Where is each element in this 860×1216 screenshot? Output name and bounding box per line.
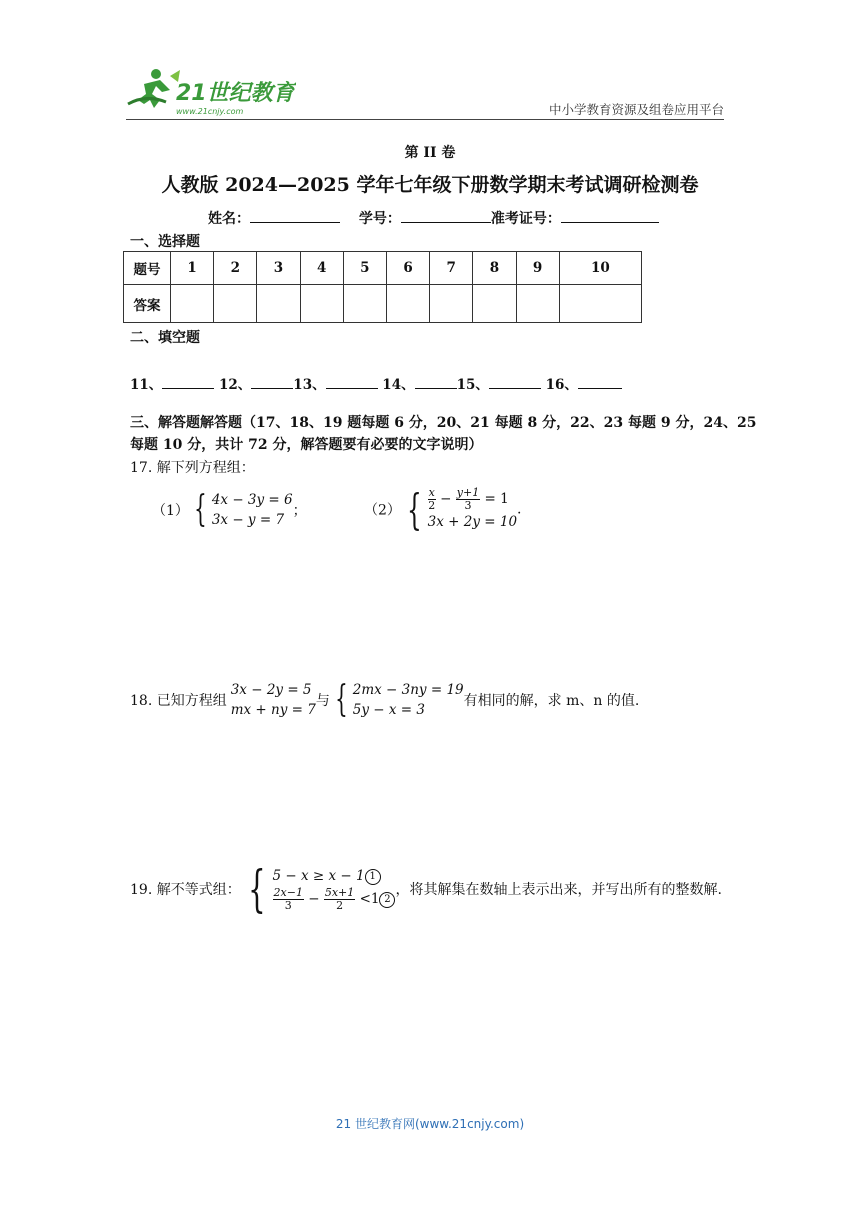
circled-number: 2	[379, 892, 395, 908]
blank-label-13: 13、	[293, 377, 326, 393]
q19	[130, 860, 722, 918]
q19-lead: 19. 解不等式组：	[130, 882, 241, 898]
frac-den: 2	[336, 899, 344, 912]
equation-system	[231, 680, 316, 720]
student-info	[208, 208, 673, 228]
answer-cell[interactable]	[559, 285, 641, 323]
inequality-system	[273, 866, 396, 912]
equation-system	[353, 680, 464, 720]
table-row	[124, 252, 642, 285]
footer-text[interactable]: 21 世纪教育网(www.21cnjy.com)	[335, 1117, 525, 1131]
frac-num: 2x−1	[273, 886, 303, 899]
section-solve-line1: 三、解答题解答题（17、18、19 题每题 6 分，20、21 每题 8 分，22、23 每题 9 分，24、25	[130, 415, 757, 431]
equation: 2mx − 3ny = 19	[352, 682, 464, 698]
equation: 3x − 2y = 5	[230, 682, 312, 698]
blank-label-11: 11、	[130, 377, 163, 393]
blank-14[interactable]	[415, 375, 457, 389]
blank-15[interactable]	[489, 375, 541, 389]
exam-label: 准考证号：	[490, 211, 561, 227]
answer-cell[interactable]	[171, 285, 214, 323]
section-solve-line2: 每题 10 分，共计 72 分，解答题要有必要的文字说明）	[130, 437, 483, 453]
equation-system	[428, 487, 517, 532]
answer-cell[interactable]	[257, 285, 300, 323]
table-cell: 1	[171, 252, 214, 285]
volume-label: 第 II 卷	[404, 145, 456, 161]
id-blank[interactable]	[401, 208, 491, 223]
equation: $\frac{x}{2}$ − $\frac{y+1}{3}$ = 1	[428, 486, 509, 512]
q18-tail: 有相同的解，求 m、n 的值.	[463, 693, 640, 709]
site-logo	[126, 64, 296, 120]
blank-13[interactable]	[326, 375, 378, 389]
page-title: 人教版 2024—2025 学年七年级下册数学期末考试调研检测卷	[161, 174, 699, 196]
answer-cell[interactable]	[214, 285, 257, 323]
q17-stem: 17. 解下列方程组：	[130, 460, 255, 476]
header-divider	[126, 119, 724, 120]
blank-label-12: 12、	[219, 377, 252, 393]
equation: 4x − 3y = 6	[211, 492, 293, 508]
table-cell: 9	[516, 252, 559, 285]
blank-12[interactable]	[251, 375, 293, 389]
q18-mid: 与	[315, 693, 330, 709]
fill-blanks	[130, 373, 622, 393]
q18	[130, 680, 639, 720]
punct: .	[517, 501, 522, 518]
op: <1	[359, 891, 380, 907]
blank-16[interactable]	[578, 375, 622, 389]
brace-icon: {	[406, 484, 422, 534]
q18-lead: 18. 已知方程组	[130, 693, 227, 709]
table-cell: 7	[430, 252, 473, 285]
table-cell: 10	[559, 252, 641, 285]
equation-system	[212, 490, 293, 530]
q17-part2	[364, 484, 522, 534]
table-cell: 4	[300, 252, 343, 285]
blank-11[interactable]	[162, 375, 214, 389]
blank-label-15: 15、	[456, 377, 489, 393]
brace-icon: {	[247, 860, 266, 918]
exam-blank[interactable]	[561, 208, 659, 223]
answer-cell[interactable]	[430, 285, 473, 323]
equation: 3x − y = 7	[211, 512, 285, 528]
ineq-text: 5 − x ≥ x − 1	[272, 868, 365, 884]
answer-cell[interactable]	[386, 285, 429, 323]
blank-label-16: 16、	[545, 377, 578, 393]
frac-num: 5x+1	[324, 886, 355, 899]
answer-cell[interactable]	[300, 285, 343, 323]
q17-p2-label: （2）	[364, 502, 401, 519]
answer-cell[interactable]	[473, 285, 516, 323]
table-cell: 2	[214, 252, 257, 285]
inequality	[273, 886, 396, 912]
brace-icon: {	[194, 489, 207, 530]
eq-rhs: = 1	[484, 491, 509, 507]
table-cell: 6	[386, 252, 429, 285]
name-blank[interactable]	[250, 208, 340, 223]
q17-part1	[152, 490, 307, 530]
q19-tail: ，将其解集在数轴上表示出来，并写出所有的整数解.	[395, 882, 722, 898]
logo-text: 21世纪教育	[176, 81, 295, 106]
table-row-label: 题号	[124, 252, 171, 285]
table-row	[124, 285, 642, 323]
frac-den: 2	[428, 499, 436, 512]
platform-name: 中小学教育资源及组卷应用平台	[548, 102, 724, 117]
name-label: 姓名：	[208, 211, 250, 227]
section-fill: 二、填空题	[130, 330, 200, 346]
table-cell: 8	[473, 252, 516, 285]
brace-icon: {	[334, 679, 348, 720]
frac-num: y+1	[456, 486, 480, 499]
punct: ；	[292, 503, 307, 519]
answer-cell[interactable]	[516, 285, 559, 323]
answer-cell[interactable]	[343, 285, 386, 323]
table-row-label: 答案	[124, 285, 171, 323]
circled-number: 1	[365, 869, 381, 885]
equation: mx + ny = 7	[230, 702, 316, 718]
equation: 5y − x = 3	[352, 702, 425, 718]
section-choice: 一、选择题	[130, 234, 200, 250]
frac-den: 3	[464, 499, 472, 512]
frac-num: x	[428, 486, 435, 499]
id-label: 学号：	[358, 211, 401, 227]
q17-p1-label: （1）	[152, 503, 189, 519]
frac-den: 3	[284, 899, 292, 912]
equation: 3x + 2y = 10	[427, 514, 518, 530]
logo-url: www.21cnjy.com	[176, 107, 244, 116]
inequality	[273, 866, 396, 886]
blank-label-14: 14、	[382, 377, 415, 393]
op: −	[308, 891, 320, 907]
answer-table	[123, 251, 642, 323]
table-cell: 5	[343, 252, 386, 285]
table-cell: 3	[257, 252, 300, 285]
runner-icon	[128, 69, 180, 108]
